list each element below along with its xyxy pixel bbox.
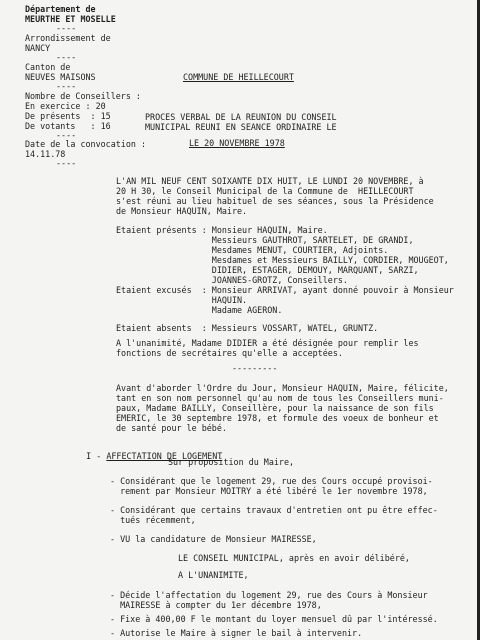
attendance-line: Etaient excusés : Monsieur ARRIVAT, ayant donné pouvoir à Monsieur (116, 285, 454, 295)
felicitation-line: Avant d'aborder l'Ordre du Jour, Monsieur HAQUIN, Maire, félicite, (116, 383, 449, 393)
arrond-label: Arrondissement de (25, 33, 111, 43)
attendance-line: Etaient présents : Monsieur HAQUIN, Maire. (116, 225, 328, 235)
felicitation-line: tant en son nom personnel qu'au nom de tous les Conseillers muni- (116, 393, 444, 403)
decision-line: MAIRESSE à compter du 1er décembre 1978, (110, 600, 322, 610)
canton-separator: ---- (56, 81, 77, 91)
felicitation-line: de santé pour le bébé. (116, 423, 227, 433)
count-votants: De votants : 16 (25, 121, 111, 131)
meeting-date: LE 20 NOVEMBRE 1978 (189, 138, 285, 148)
vu-line: - VU la candidature de Monsieur MAIRESSE, (110, 534, 317, 544)
decision-line: - Fixe à 400,00 F le montant du loyer mensuel dû par l'intéressé. (110, 614, 438, 624)
arrond-name: NANCY (25, 43, 51, 53)
attendance-line: Messieurs GAUTHROT, SARTELET, DE GRANDI, (116, 235, 414, 245)
intro-line: de Monsieur HAQUIN, Maire. (116, 206, 248, 216)
section-title: AFFECTATION DE LOGEMENT (106, 451, 223, 461)
unanimite-line: A L'UNANIMITE, (178, 570, 249, 580)
decision-line: - Décide l'affectation du logement 29, rue des Cours à Monsieur (110, 590, 428, 600)
felicitation-line: EMERIC, le 30 septembre 1978, et formule des voeux de bonheur et (116, 413, 439, 423)
absents-line: Etaient absents : Messieurs VOSSART, WATEL, GRUNTZ. (116, 323, 379, 333)
attendance-line: Mesdames et Messieurs BAILLY, CORDIER, MOUGEOT, (116, 255, 449, 265)
attendance-line: DIDIER, ESTAGER, DEMOUY, MARQUANT, SARZI, (116, 265, 419, 275)
considerant-line: - Considérant que le logement 29, rue des Cours occupé provisoi- (110, 476, 433, 486)
attendance-line: HAQUIN. (116, 295, 248, 305)
convocation-label: Date de la convocation : (25, 139, 147, 149)
decision-line: - Autorise le Maire à signer le bail à intervenir. (110, 628, 363, 638)
considerant-line: - Considérant que certains travaux d'entretien ont pu être effec- (110, 505, 438, 515)
convocation-separator: ---- (56, 158, 77, 168)
intro-line: s'est réuni au lieu habituel de ses séances, sous la Présidence (116, 196, 434, 206)
proposition-line: Sur proposition du Maire, (168, 457, 295, 467)
canton-name: NEUVES MAISONS (25, 72, 96, 82)
convocation-date: 14.11.78 (25, 149, 66, 159)
arrond-separator: ---- (56, 52, 77, 62)
title-line-2: MUNICIPAL REUNI EN SEANCE ORDINAIRE LE (145, 122, 337, 132)
counts-label: Nombre de Conseillers : (25, 91, 141, 101)
dept-name: MEURTHE ET MOSELLE (25, 14, 116, 24)
secretary-line: A l'unanimité, Madame DIDIER a été désignée pour remplir les (116, 338, 419, 348)
considerant-line: tués récemment, (110, 515, 196, 525)
felicitation-line: paux, Madame BAILLY, Conseillère, pour la naissance de son fils (116, 403, 434, 413)
canton-label: Canton de (25, 62, 71, 72)
attendance-line: Mesdames MENUT, COURTIER, Adjoints. (116, 245, 389, 255)
title-line-1: PROCES VERBAL DE LA REUNION DU CONSEIL (145, 112, 337, 122)
secretary-line: fonctions de secrétaires qu'elle a acceptées. (116, 348, 343, 358)
dept-label: Département de (25, 4, 96, 14)
count-exercice: En exercice : 20 (25, 101, 106, 111)
dept-separator: ---- (56, 23, 77, 33)
intro-line: 20 H 30, le Conseil Municipal de la Commune de HEILLECOURT (116, 186, 414, 196)
considerant-line: rement par Monsieur MOITRY a été libéré le 1er novembre 1978, (110, 486, 428, 496)
section-separator: --------- (232, 363, 278, 373)
section-number: I - (86, 451, 107, 461)
count-presents: De présents : 15 (25, 111, 111, 121)
council-line: LE CONSEIL MUNICIPAL, après en avoir délibéré, (178, 553, 410, 563)
attendance-line: Madame AGERON. (116, 305, 283, 315)
intro-line: L'AN MIL NEUF CENT SOIXANTE DIX HUIT, LE LUNDI 20 NOVEMBRE, à (116, 176, 424, 186)
commune-title: COMMUNE DE HEILLECOURT (183, 72, 294, 82)
counts-separator: ---- (56, 130, 77, 140)
attendance-line: JOANNES-GROTZ, Conseillers. (116, 275, 348, 285)
